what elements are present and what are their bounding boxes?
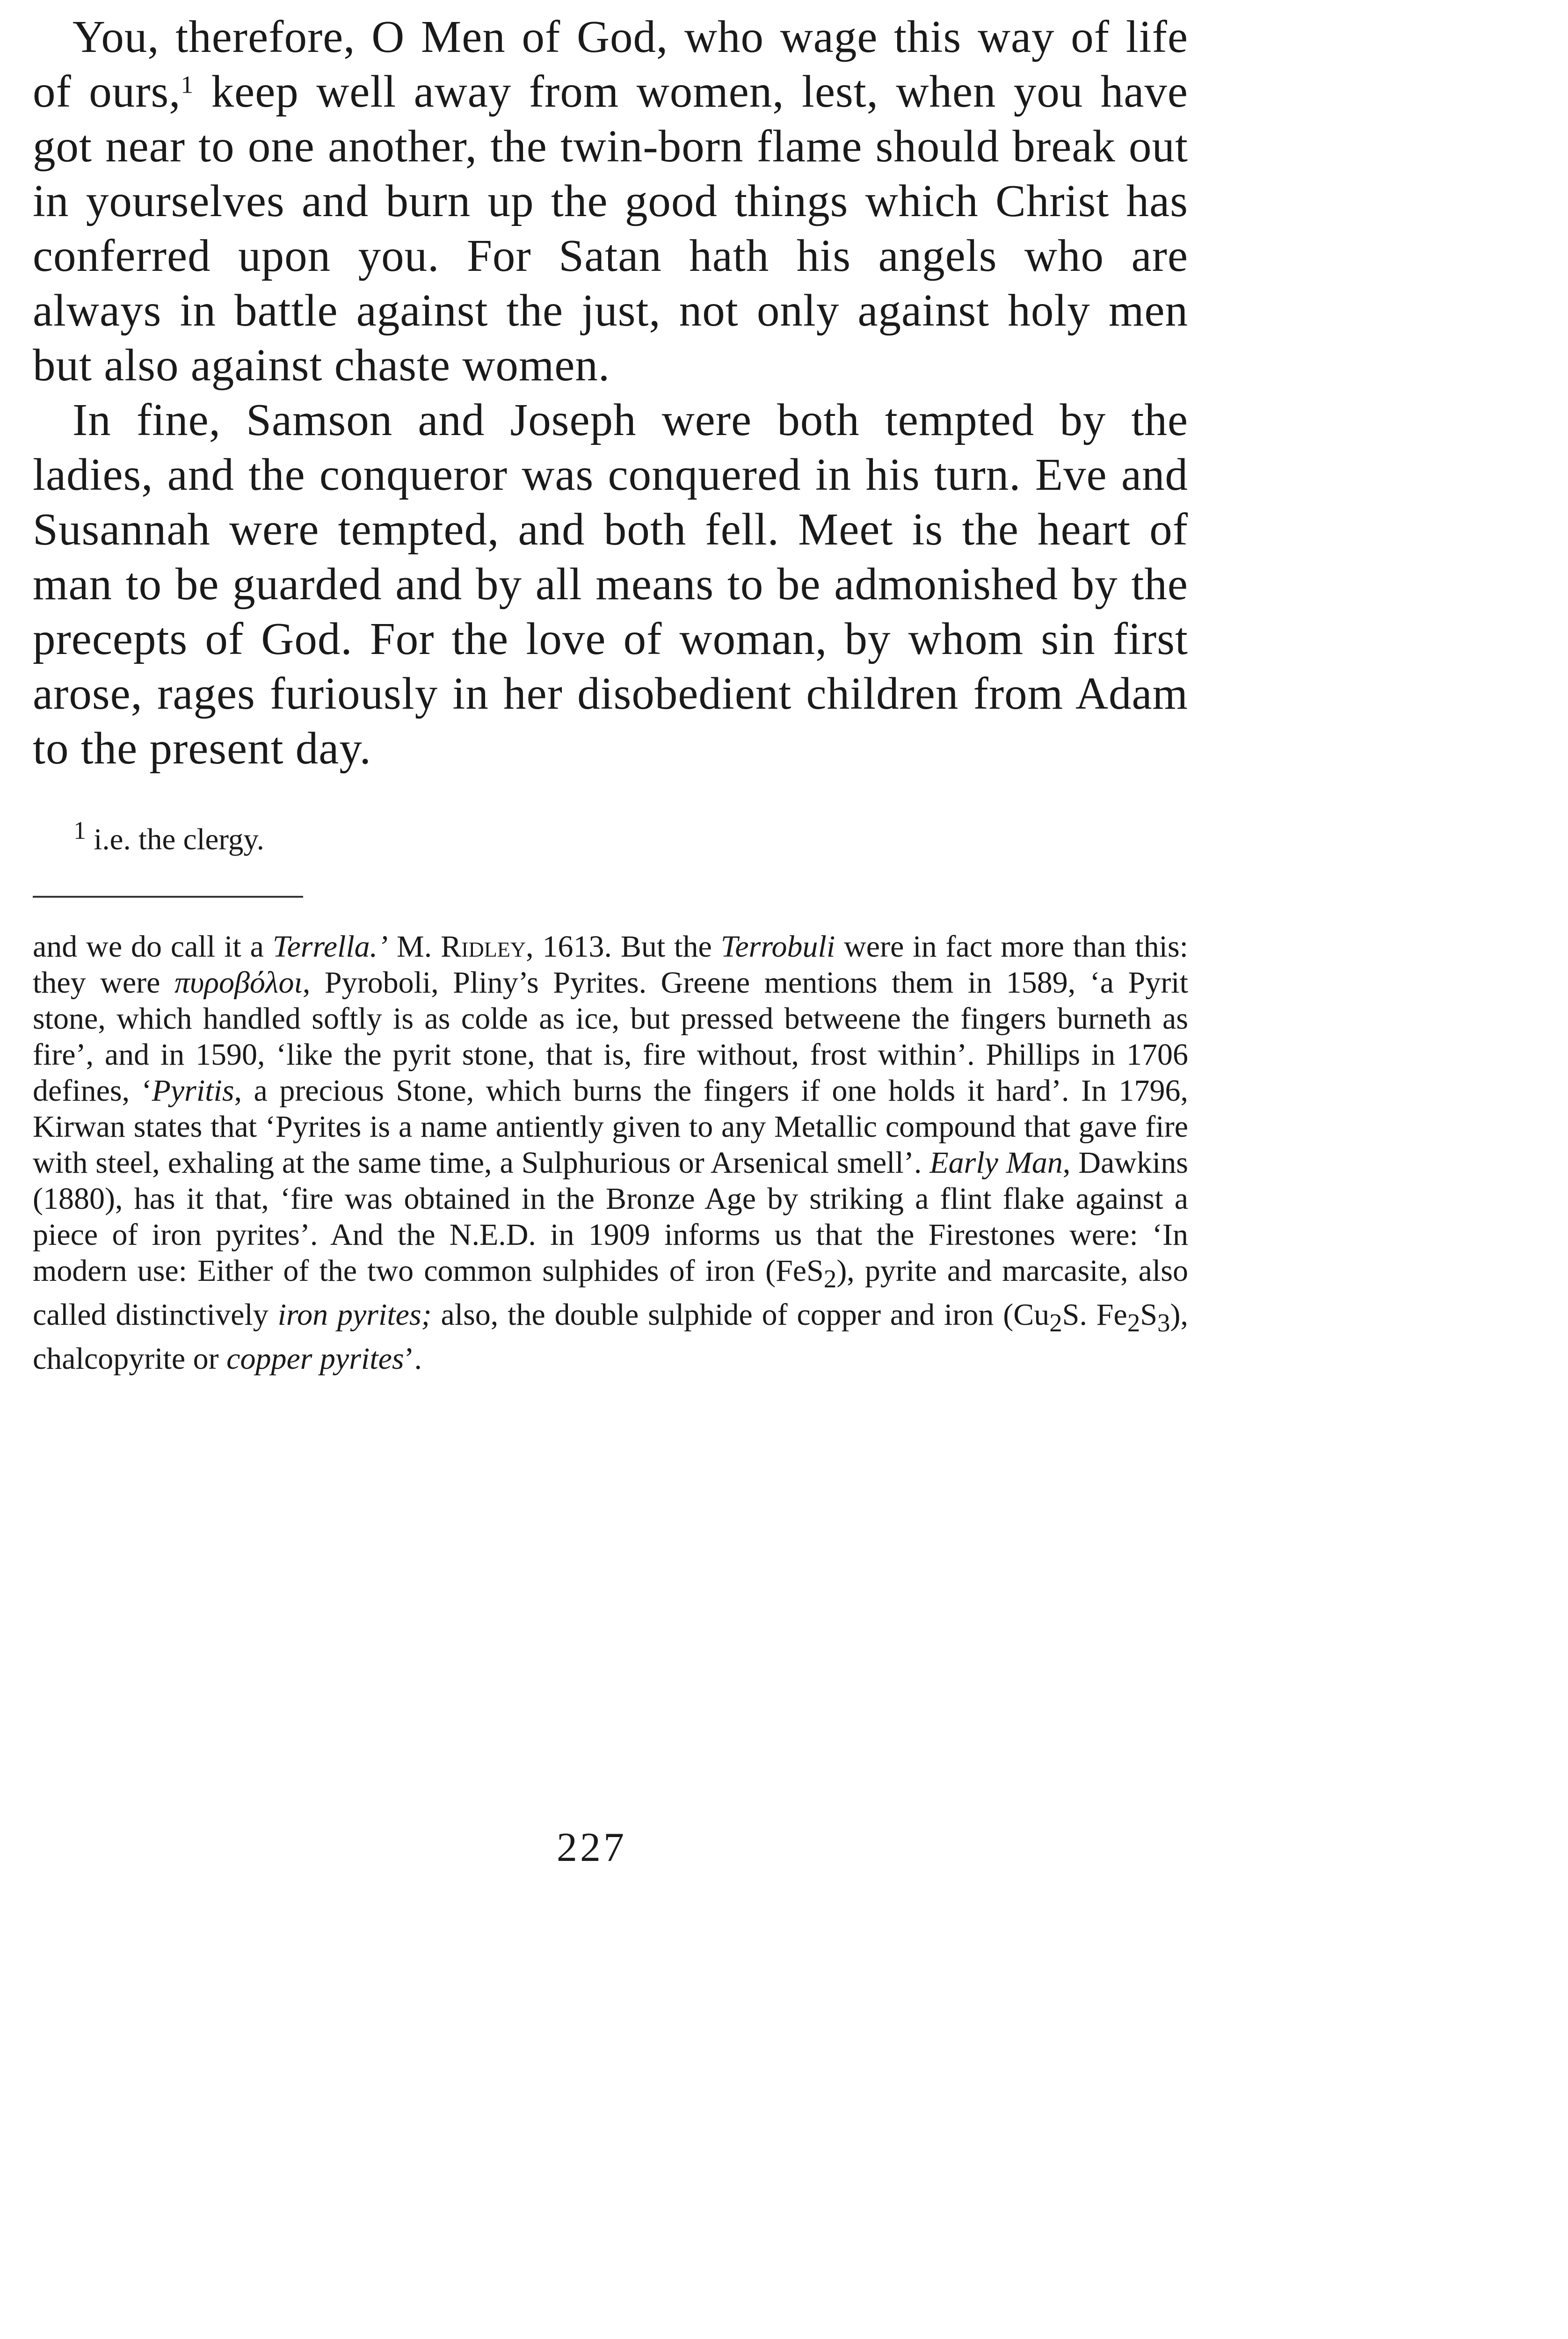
note-text: M. [388,930,441,964]
page-number: 227 [557,1825,627,1870]
note-text: , 1613. But the [526,930,721,964]
note-italic: Early Man [929,1146,1063,1180]
note-italic: Terrobuli [720,930,835,964]
footnote [73,812,264,858]
main-text [33,9,1188,776]
note-italic: iron pyrites; [277,1298,432,1332]
footnote-reference: 1 [181,70,194,99]
footnote-text: i.e. the clergy. [86,822,264,857]
note-subscript: 2 [1049,1308,1062,1337]
note-subscript: 3 [1157,1308,1170,1337]
note-italic: Pyritis [152,1074,234,1108]
note-text: and we do call it a [33,930,273,964]
paragraph-2: In fine, Samson and Joseph were both tempted by the ladies, and the conqueror was conquered in his turn. Eve and Susannah were tempted, and both fell. Meet is the heart of man to be guarded and by all means to be admonished by the precepts of God. For the love of woman, by whom sin first arose, rages furiously in her disobedient children from Adam to the present day. [33,395,1188,773]
continued-note [33,929,1188,1377]
note-text: , a precious Stone, which burns the fingers if one holds it hard’. In 1796, Kirwan states that ‘Pyrites is a name antiently given to any Metallic compound that gave fire with steel, exhaling at the same time, a Sulphurious or Arsenical smell’. [33,1074,1188,1180]
paragraph-1 [33,9,1188,392]
note-text: ’. [404,1342,422,1376]
note-text: S. Fe [1062,1298,1127,1332]
paragraph-1-text-b: keep well away from women, lest, when you have got near to one another, the twin-born flame should break out in yourselves and burn up the good things which Christ has conferred upon you. For Satan hath his angels who are always in battle against the just, not only against holy men but also against chaste women. [33,66,1188,390]
note-text: were in fact more than this: they were [33,930,1188,1000]
note-italic: Terrella.’ [272,930,388,964]
footnote-divider [33,896,303,898]
note-subscript: 2 [1127,1308,1140,1337]
footnote-mark: 1 [73,816,87,844]
note-italic: copper pyrites [226,1342,404,1376]
paragraph-1-text-a: You, therefore, O Men of God, who wage this way of life of ours, [33,12,1188,116]
note-text: , Pyroboli, Pliny’s Pyrites. Greene mentions them in 1589, ‘a Pyrit stone, which handled softly is as colde as ice, but pressed betweene the fingers burneth as fire’, and in 1590, ‘like the pyrit stone, that is, fire without, frost within’. Phillips in 1706 defines, ‘ [33,966,1188,1108]
note-text: S [1140,1298,1158,1332]
note-small-caps: Ridley [441,930,526,964]
note-text: ), chalcopyrite or [33,1298,1189,1376]
note-subscript: 2 [823,1264,837,1293]
note-text: ), pyrite and marcasite, also called distinctively [33,1254,1188,1332]
note-greek: πυροβόλοι [174,966,303,1000]
note-text: also, the double sulphide of copper and iron (Cu [431,1298,1050,1332]
note-text: , Dawkins (1880), has it that, ‘fire was obtained in the Bronze Age by striking a flint flake against a piece of iron pyrites’. And the N.E.D. in 1909 informs us that the Firestones were: ‘In modern use: Either of the two common sulphides of iron (FeS [33,1146,1188,1288]
